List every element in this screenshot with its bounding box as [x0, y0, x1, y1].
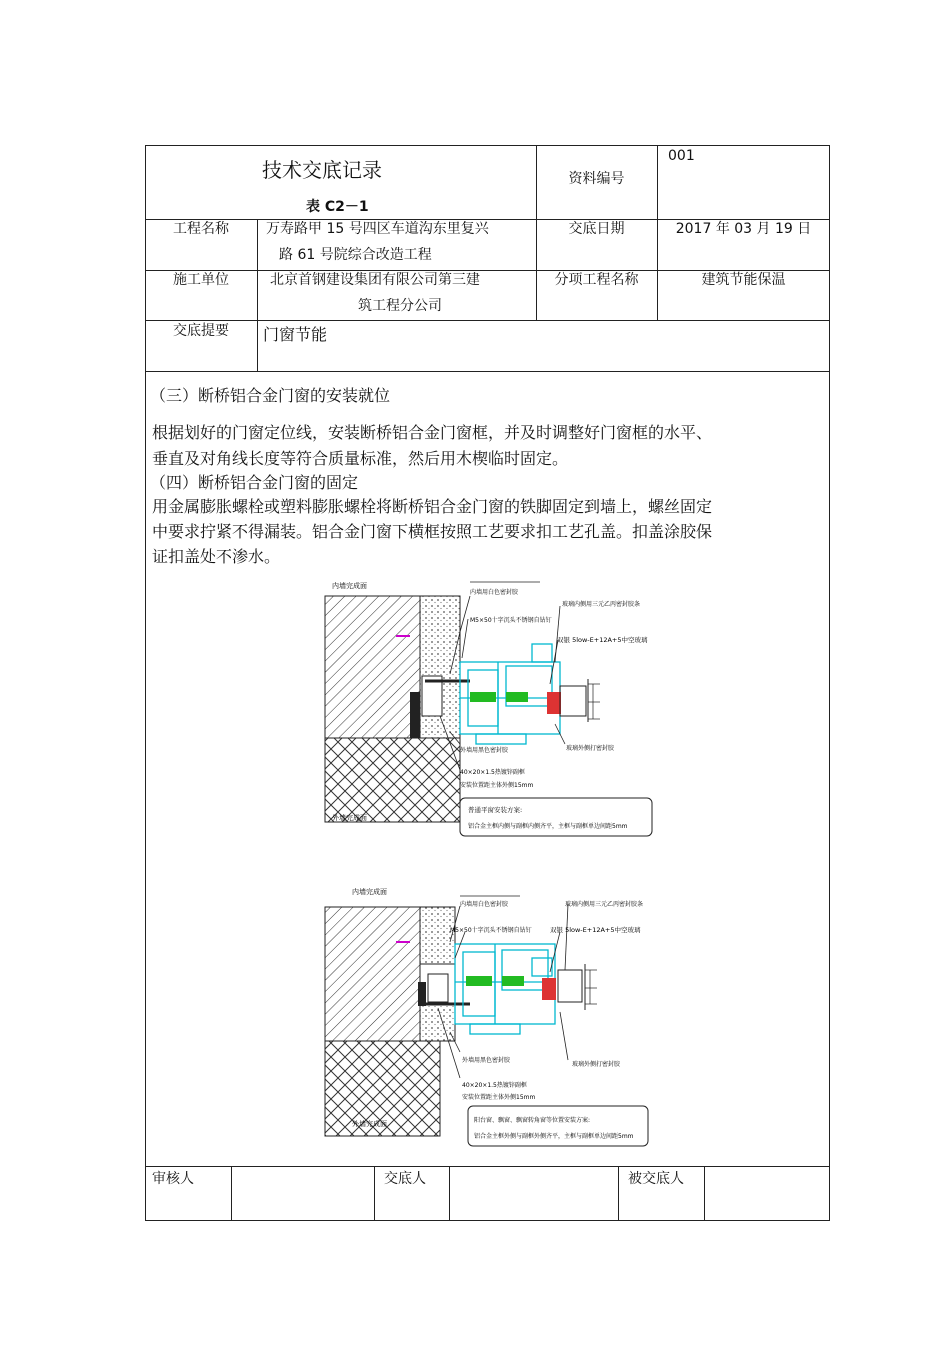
receiver-label: 被交底人	[628, 1171, 684, 1187]
frame-spec-label: 40×20×1.5热镀锌副框	[462, 1082, 527, 1089]
project-name-line2: 路 61 号院综合改造工程	[279, 247, 432, 263]
note-title: 阳台窗、飘窗、飘窗转角窗等位置安装方案:	[474, 1117, 591, 1124]
paragraph-line: 中要求拧紧不得漏装。铝合金门窗下横框按照工艺要求扣工艺孔盖。扣盖涂胶保	[152, 522, 713, 541]
row-divider	[145, 371, 830, 372]
window-section-diagram-1	[310, 574, 665, 839]
presenter-label: 交底人	[384, 1171, 426, 1187]
screw-label: M5×50十字沉头不锈钢自钻钉	[450, 927, 532, 934]
paragraph-line: 根据划好的门窗定位线，安装断桥铝合金门窗框，并及时调整好门窗框的水平、	[152, 423, 713, 442]
sub-frame	[428, 974, 448, 1002]
window-section-diagram-2	[310, 882, 665, 1150]
reviewer-label: 审核人	[152, 1171, 194, 1187]
outer-wall-label: 外墙完成面	[352, 1120, 387, 1128]
sealant-block	[418, 982, 426, 1006]
col-divider	[374, 1166, 375, 1221]
note-body: 铝合金主框内侧与副框内侧齐平，主框与副框单边间距5mm	[468, 823, 628, 830]
inner-wall-label: 内墙完成面	[332, 582, 367, 590]
paragraph-line: 垂直及对角线长度等符合质量标准，然后用木楔临时固定。	[152, 449, 569, 468]
inner-wall-label: 内墙完成面	[352, 888, 387, 896]
contractor-line2: 筑工程分公司	[358, 298, 442, 314]
screw-label: M5×50十字沉头不锈钢自钻钉	[470, 617, 552, 624]
sealant-block	[410, 692, 420, 738]
col-divider	[257, 219, 258, 371]
date-value: 2017 年 03 月 19 日	[675, 221, 812, 237]
aluminum-profile	[455, 944, 555, 1034]
plaster-layer	[420, 1004, 455, 1041]
frame-pos-label: 安装位置距主体外侧15mm	[460, 782, 534, 789]
glass-spec-label: 双银 5low-E+12A+5中空玻璃	[557, 636, 648, 644]
glass-gasket	[547, 692, 561, 714]
note-title: 普通平窗安装方案:	[468, 806, 523, 814]
glass-outer-label: 玻璃外侧打密封胶	[572, 1061, 621, 1068]
section-3-title: （三）断桥铝合金门窗的安装就位	[150, 386, 391, 405]
sill-seal-label: 内墙用白色密封胶	[470, 589, 519, 596]
col-divider	[231, 1166, 232, 1221]
glass-spec-label: 双银 5low-E+12A+5中空玻璃	[550, 926, 641, 934]
outer-wall-label: 外墙完成面	[332, 814, 367, 822]
outer-seal-label: 外墙用黑色密封胶	[462, 1057, 511, 1064]
note-body: 铝合金主框外侧与副框外侧齐平，主框与副框单边间距5mm	[474, 1133, 634, 1140]
project-name-label: 工程名称	[173, 221, 229, 237]
glass-gasket	[542, 978, 556, 1000]
form-title: 技术交底记录	[262, 158, 382, 182]
contractor-line1: 北京首钢建设集团有限公司第三建	[270, 272, 480, 288]
thermal-break	[470, 692, 528, 702]
frame-spec-label: 40×20×1.5热镀锌副框	[460, 769, 525, 776]
date-label: 交底日期	[568, 221, 625, 237]
contractor-label: 施工单位	[173, 272, 229, 288]
plaster-layer	[420, 907, 455, 964]
col-divider	[449, 1166, 450, 1221]
project-name-line1: 万寿路甲 15 号四区车道沟东里复兴	[266, 221, 489, 237]
insulation-layer	[325, 738, 460, 822]
concrete-wall	[325, 596, 420, 738]
glass-unit	[558, 970, 582, 1002]
paragraph-line: 用金属膨胀螺栓或塑料膨胀螺栓将断桥铝合金门窗的铁脚固定到墙上，螺丝固定	[152, 497, 713, 516]
section-4-title: （四）断桥铝合金门窗的固定	[150, 473, 359, 492]
frame-pos-label: 安装位置距主体外侧15mm	[462, 1094, 536, 1101]
doc-no-label: 资料编号	[568, 171, 625, 187]
summary-value: 门窗节能	[263, 325, 328, 344]
note-box	[460, 798, 652, 836]
paragraph-line: 证扣盖处不渗水。	[152, 547, 281, 566]
sub-project-label: 分项工程名称	[554, 272, 639, 288]
col-divider	[618, 1166, 619, 1221]
outer-seal-label: 外墙用黑色密封胶	[460, 747, 509, 754]
col-divider	[704, 1166, 705, 1221]
glass-unit	[560, 686, 586, 716]
glass-inner-label: 玻璃内侧用三元乙丙密封胶条	[562, 601, 641, 608]
summary-label: 交底提要	[173, 323, 229, 339]
sub-project-value: 建筑节能保温	[701, 272, 786, 288]
form-code: 表 C2－1	[306, 199, 369, 215]
note-box	[468, 1106, 648, 1146]
glass-outer-label: 玻璃外侧打密封胶	[566, 745, 615, 752]
doc-no-value: 001	[668, 148, 695, 164]
row-divider	[145, 1166, 830, 1167]
concrete-wall	[325, 907, 420, 1041]
glass-inner-label: 玻璃内侧用三元乙丙密封胶条	[565, 901, 644, 908]
dimension-lines	[588, 684, 600, 719]
sill-seal-label: 内墙用白色密封胶	[460, 901, 509, 908]
dimension-lines	[585, 970, 597, 1004]
